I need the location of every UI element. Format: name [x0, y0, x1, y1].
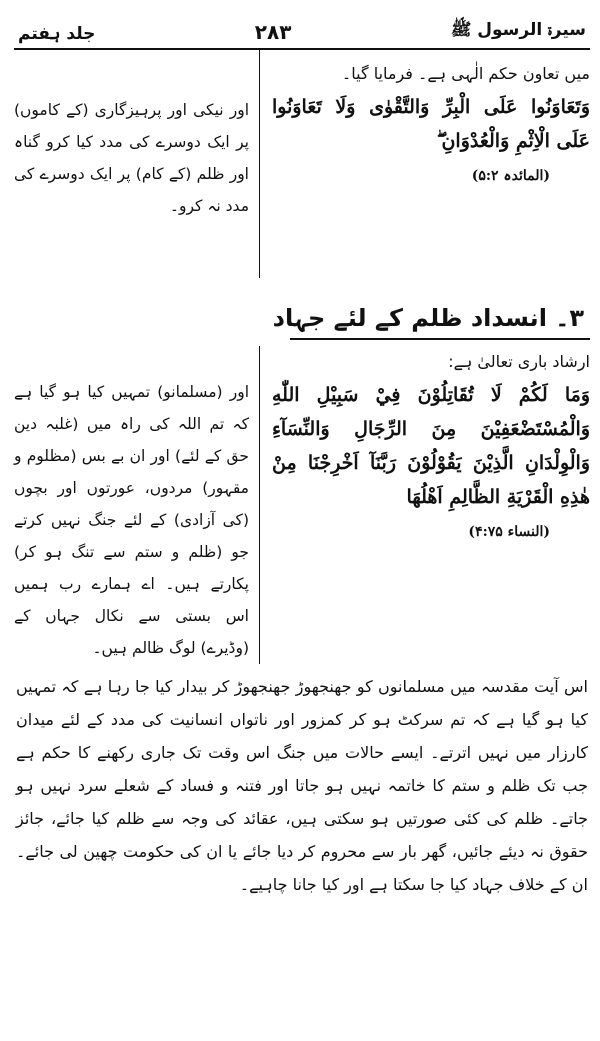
running-header	[14, 8, 590, 44]
commentary-paragraph: اس آیت مقدسہ میں مسلمانوں کو جھنجھوڑ جھنجھوڑ کر بیدار کیا جا رہا ہے کہ تمہیں کیا ہو گیا ہے کہ تم سرکٹ ہو کر کمزور اور ناتواں انسانیت کی مدد کے لئے میدان کارزار میں نہیں اترتے۔ ایسے حالات میں جنگ اس وقت تک جاری رکھنے کا حکم ہے جب تک ظلم و ستم کا خاتمہ نہیں ہو جاتا اور فتنہ و فساد کے شعلے سرد نہیں ہو جاتے۔ ظلم کی کئی صورتیں ہو سکتی ہیں، عقائد کی وجہ سے ظلم کیا جائے، جائز حقوق نہ دیئے جائیں، گھر بار سے محروم کر دیا جائے یا ان کی حکومت چھین لی جائے۔ ان کے خلاف جہاد کیا جا سکتا ہے اور کیا جانا چاہیے۔	[16, 677, 588, 894]
verse-translation-2: اور (مسلمانو) تمہیں کیا ہو گیا ہے کہ تم اللہ کی راہ میں (غلبہ دین حق کے لئے) اور ان بے بس (مظلوم و مقہور) مردوں، عورتوں اور بچوں (کی آزادی) کے لئے جنگ نہیں کرتے جو (ظلم و ستم سے تنگ ہو کر) پکارتے ہیں۔ اے ہمارے رب ہمیں اس بستی سے نکال جہاں کے (وڈیرے) لوگ ظالم ہیں۔	[14, 383, 249, 657]
translation-column-2	[14, 346, 260, 664]
section-heading: ۳۔ انسداد ظلم کے لئے جہاد	[272, 304, 584, 332]
quran-column-2	[260, 346, 590, 664]
volume-label: جلد ہفتم	[18, 24, 96, 44]
book-title: سیرۃ الرسول ﷺ	[450, 20, 586, 40]
arabic-verse-2: وَمَا لَكُمْ لَا تُقَاتِلُوْنَ فِيْ سَبِيْلِ اللّٰهِ وَالْمُسْتَضْعَفِيْنَ مِنَ الرِّجَالِ وَالنِّسَآءِ وَالْوِلْدَانِ الَّذِيْنَ يَقُوْلُوْنَ رَبَّنَآ اَخْرِجْنَا مِنْ هٰذِهِ الْقَرْيَةِ الظَّالِمِ اَهْلُهَا	[272, 384, 590, 508]
section-jihad	[14, 346, 590, 664]
verse-reference-2: (النساء ۴:۷۵)	[468, 524, 550, 540]
verse-intro-2: ارشاد باری تعالیٰ ہے:	[448, 352, 590, 371]
section-heading-rule	[290, 338, 590, 340]
page-number: ۲۸۳	[254, 20, 292, 44]
arabic-verse: وَتَعَاوَنُوا عَلَى الْبِرِّ وَالتَّقْوٰى وَلَا تَعَاوَنُوا عَلَى الْاِثْمِ وَالْعُدْوَانِ ۖ	[272, 96, 590, 152]
verse-intro: میں تعاون حکم الٰہی ہے۔ فرمایا گیا۔	[341, 64, 590, 83]
section-cooperation	[14, 50, 590, 278]
quran-column	[260, 50, 590, 278]
translation-column	[14, 50, 260, 278]
verse-translation: اور نیکی اور پرہیزگاری (کے کاموں) پر ایک دوسرے کی مدد کیا کرو گناہ اور ظلم (کے کام) پر ایک دوسرے کی مدد نہ کرو۔	[14, 101, 249, 215]
verse-reference: (المائدہ ۵:۲)	[471, 168, 550, 184]
